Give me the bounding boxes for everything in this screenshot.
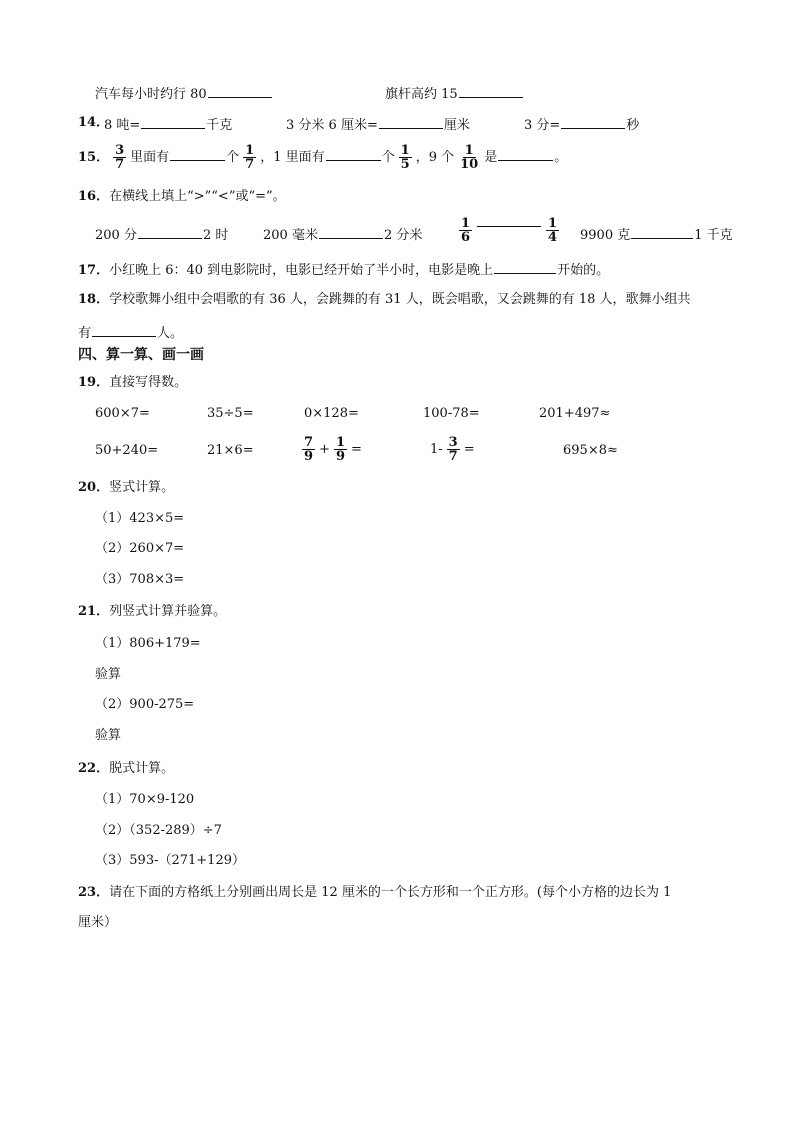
answer-blank[interactable] (494, 259, 556, 274)
q15-text: 是 (484, 150, 498, 165)
q17-text: 小红晚上 6：40 到电影院时，电影已经开始了半小时，电影是晚上 (109, 263, 494, 278)
equals-sign: = (463, 442, 475, 457)
q19-item: 600×7= (95, 406, 150, 421)
fraction-1-7: $\frac{1}{7}$ (245, 143, 255, 172)
flagpole-question (385, 83, 524, 104)
car-speed-question (95, 83, 273, 104)
q23-text: 请在下面的方格纸上分别画出周长是 12 厘米的一个长方形和一个正方形。(每个小方格的边长为 1 (109, 885, 672, 900)
q15-text: ，9 个 (415, 150, 455, 165)
q20-item: （3）708×3= (95, 572, 185, 587)
q22-item: （1）70×9-120 (95, 792, 195, 807)
q21-check-label: 验算 (95, 728, 122, 743)
answer-blank[interactable] (319, 224, 383, 239)
fraction-1-5: $\frac{1}{5}$ (400, 143, 410, 172)
q21-check-label: 验算 (95, 667, 122, 682)
q14-a-text: 8 吨= (104, 118, 141, 133)
q19-item: 21×6= (207, 443, 254, 458)
question-number: 21． (78, 604, 110, 619)
compare-left: 200 分 (95, 228, 137, 243)
question-19 (78, 374, 187, 392)
q19-text: 1- (430, 442, 443, 457)
question-number: 22． (78, 761, 110, 776)
q18-text: 有 (78, 326, 92, 341)
q18-text: 学校歌舞小组中会唱歌的有 36 人，会跳舞的有 31 人，既会唱歌，又会跳舞的有 18 人，歌舞小组共 (109, 292, 691, 307)
question-20 (78, 479, 174, 497)
q14-b-text: 3 分米 6 厘米= (286, 118, 378, 133)
compare-right: 2 分米 (383, 228, 423, 243)
q20-item: （2）260×7= (95, 541, 185, 556)
question-17 (78, 259, 609, 280)
q19-fraction-sum (298, 431, 362, 469)
question-21 (78, 603, 226, 621)
compare-right: 2 时 (202, 228, 229, 243)
section-title: 四、算一算、画一画 (78, 347, 204, 363)
q22-item: （3）593-（271+129） (95, 853, 245, 868)
question-number: 17． (78, 263, 110, 278)
question-23 (78, 884, 671, 902)
question-number: 20． (78, 480, 110, 495)
fraction-1-6: $\frac{1}{6}$ (461, 216, 471, 245)
compare-right: 1 千克 (694, 228, 733, 243)
q16-compare-b (263, 224, 422, 245)
q14-part-c (524, 114, 639, 135)
question-number: 19． (78, 375, 110, 390)
q19-item: 35÷5= (207, 406, 254, 421)
question-15 (78, 141, 567, 175)
answer-blank[interactable] (379, 114, 443, 129)
q19-item: 50+240= (95, 443, 159, 458)
answer-blank[interactable] (138, 224, 202, 239)
q16-compare-c (455, 214, 563, 248)
q14-part-b (286, 114, 470, 135)
answer-blank[interactable] (459, 83, 523, 98)
compare-left: 200 毫米 (263, 228, 318, 243)
q19-fraction-diff (430, 431, 475, 469)
q23-line2: 厘米） (78, 915, 118, 930)
q16-compare-a (95, 224, 228, 245)
question-number: 18． (78, 292, 110, 307)
q19-item: 695×8≈ (563, 443, 618, 458)
q15-text: 个 (381, 150, 395, 165)
fraction-3-7: $\frac{3}{7}$ (448, 435, 458, 464)
q14-c-unit: 秒 (626, 118, 640, 133)
fraction-1-10: $\frac{1}{10}$ (460, 143, 479, 172)
q19-item: 201+497≈ (539, 406, 611, 421)
answer-blank[interactable] (561, 114, 625, 129)
question-16 (78, 188, 286, 206)
car-speed-text: 汽车每小时约行 80 (95, 87, 207, 102)
fraction-7-9: $\frac{7}{9}$ (304, 435, 314, 464)
q15-text: ，1 里面有 (260, 150, 325, 165)
answer-blank[interactable] (326, 146, 381, 161)
q14-a-unit: 千克 (206, 118, 233, 133)
flagpole-text: 旗杆高约 15 (385, 87, 458, 102)
q17-tail: 开始的。 (557, 263, 610, 278)
fraction-3-7: $\frac{3}{7}$ (115, 143, 125, 172)
q21-item: （2）900-275= (95, 697, 195, 712)
q20-instruction: 竖式计算。 (109, 480, 175, 495)
q18-line2 (78, 322, 183, 343)
answer-blank[interactable] (141, 114, 205, 129)
q21-instruction: 列竖式计算并验算。 (109, 604, 227, 619)
answer-blank[interactable] (170, 146, 225, 161)
q19-item: 100-78= (423, 406, 480, 421)
q18-text: 人。 (157, 326, 184, 341)
q14-b-unit: 厘米 (443, 118, 470, 133)
question-number: 15． (78, 150, 110, 165)
question-number: 14． (78, 115, 110, 130)
answer-blank[interactable] (92, 322, 156, 337)
q22-item: （2）（352-289）÷7 (95, 823, 222, 838)
q21-item: （1）806+179= (95, 636, 201, 651)
q19-instruction: 直接写得数。 (109, 375, 188, 390)
q19-item: 0×128= (304, 406, 359, 421)
answer-blank[interactable] (208, 83, 272, 98)
answer-blank[interactable] (498, 146, 553, 161)
equals-sign: = (351, 442, 362, 457)
q14-c-text: 3 分= (524, 118, 561, 133)
q15-text: 个 (226, 150, 240, 165)
q22-instruction: 脱式计算。 (109, 761, 175, 776)
question-18 (78, 291, 691, 309)
answer-blank[interactable] (477, 226, 541, 227)
compare-left: 9900 克 (580, 228, 631, 243)
q14-part-a (104, 114, 232, 135)
q16-instruction: 在横线上填上“>”“<”或“=”。 (109, 189, 286, 204)
question-number: 23． (78, 885, 110, 900)
question-22 (78, 760, 174, 778)
q15-text: 里面有 (130, 150, 170, 165)
q15-text: 。 (554, 150, 568, 165)
plus-sign: + (319, 442, 330, 457)
question-number: 16． (78, 189, 110, 204)
q16-compare-d (580, 224, 733, 245)
answer-blank[interactable] (631, 224, 693, 239)
q20-item: （1）423×5= (95, 511, 185, 526)
fraction-1-4: $\frac{1}{4}$ (548, 216, 558, 245)
fraction-1-9: $\frac{1}{9}$ (335, 435, 345, 464)
